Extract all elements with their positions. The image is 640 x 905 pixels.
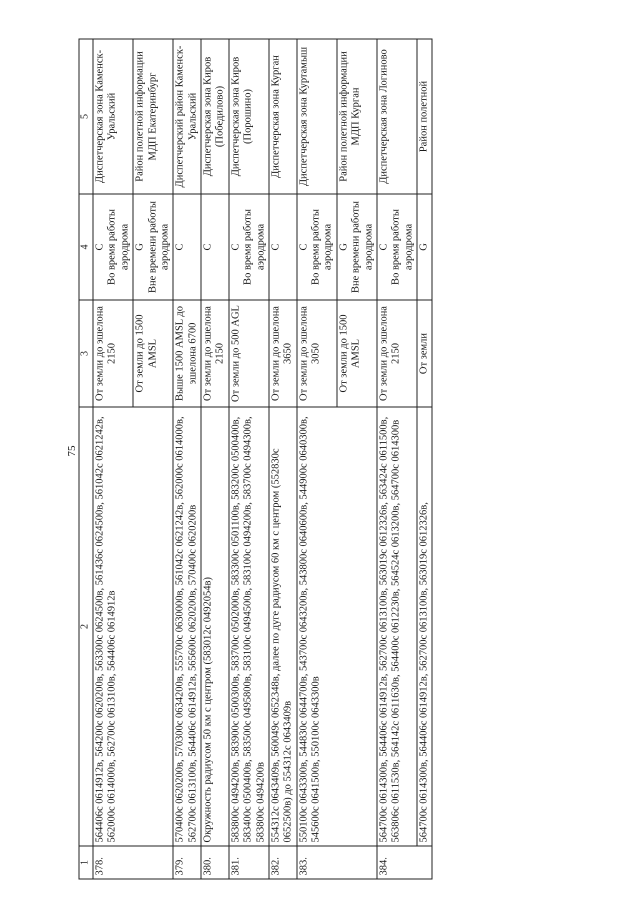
unit-cell: Диспетчерская зона Логиново [376, 39, 416, 194]
class-hours-cell [296, 194, 336, 300]
airspace-class: С [269, 243, 281, 251]
class-hours-cell [228, 194, 268, 300]
unit-cell: Диспетчерская зона Киров (Порошино) [228, 39, 268, 194]
operating-hours: Вне времени работы аэродрома [350, 200, 374, 293]
coordinates-cell: 570400с 0620200в, 570300с 0634200в, 555700с 0630000в, 561042с 0621242в, 562000с 0614000в, 562700с 0613100в, 564406с 0614912в, 565600с 0620200в, 570400с 0620200в [173, 407, 201, 846]
table-subrow [417, 39, 432, 879]
unit-cell: Район полетной информации МДП Курган [336, 39, 376, 194]
col-header-4: 4 [79, 194, 93, 300]
class-hours-cell [93, 194, 133, 300]
operating-hours: Во время работы аэродрома [310, 208, 334, 285]
table-row [93, 39, 133, 879]
class-hours-cell [173, 194, 201, 300]
col-header-2: 2 [79, 407, 93, 846]
class-hours-cell [268, 194, 296, 300]
coordinates-cell: 550100с 0643300в, 544830с 0644700в, 543700с 0643200в, 543800с 0640600в, 544900с 0640300в, 545600с 0641500в, 550100с 0643300в [296, 407, 376, 846]
unit-cell: Район полетной информации МДП Екатеринбург [133, 39, 173, 194]
airspace-class: G [337, 242, 349, 251]
coordinates-cell: Окружность радиусом 50 км с центром (583012с 0492054в) [201, 407, 229, 846]
coordinates-cell: 564700с 0614300в, 564406с 0614912в, 562700с 0613100в, 563019с 0612326в, 563424с 0611500в, 563806с 0611530в, 564142с 0611630в, 564400с 0612230в, 564524с 0613200в, 564700с 0614300в [376, 407, 416, 846]
height-cell: От земли до 1500 AMSL [336, 300, 376, 407]
row-number: 380. [201, 846, 229, 879]
height-cell: От земли [417, 300, 432, 407]
airspace-class: С [202, 243, 213, 251]
height-cell: Выше 1500 AMSL до эшелона 6700 [173, 300, 201, 407]
class-hours-cell [133, 194, 173, 300]
height-cell: От земли до эшелона 2150 [376, 300, 416, 407]
airspace-class: С [94, 243, 105, 251]
header-row [79, 39, 93, 879]
airspace-class: С [297, 243, 309, 251]
table-row [173, 39, 201, 879]
height-cell: От земли до эшелона 2150 [93, 300, 133, 407]
airspace-class: G [418, 242, 429, 251]
page-number: 75 [66, 445, 78, 457]
class-hours-cell [417, 194, 432, 300]
height-cell: От земли до эшелона 3650 [268, 300, 296, 407]
operating-hours: Во время работы аэродрома [390, 208, 414, 285]
row-number: 382. [268, 846, 296, 879]
unit-cell: Диспетчерский район Каменск-Уральский [173, 39, 201, 194]
row-number: 379. [173, 846, 201, 879]
row-number: 384. [376, 846, 432, 879]
airspace-class: G [134, 242, 146, 251]
table-row [228, 39, 268, 879]
col-header-1: 1 [79, 846, 93, 879]
row-number: 381. [228, 846, 268, 879]
airspace-class: С [377, 243, 389, 251]
coordinates-cell: 564700с 0614300в, 564406с 0614912в, 562700с 0613100в, 563019с 0612326в, [417, 407, 432, 846]
height-cell: От земли до 500 AGL [228, 300, 268, 407]
col-header-5: 5 [79, 39, 93, 194]
coordinates-cell: 554312с 0643409в, 560049с 0652348в, далее по дуге радиусом 60 км с центром (552830с 0652500в) до 554312с 0643409в [268, 407, 296, 846]
coordinates-cell: 564406с 0614912в, 564200с 0620200в, 563300с 0624500в, 561436с 0624500в, 561042с 0621242в, 562000с 0614000в, 562700с 0613100в, 564406с 0614912в [93, 407, 173, 846]
rotated-table-container [78, 38, 526, 879]
airspace-class: С [174, 243, 186, 251]
class-hours-cell [376, 194, 416, 300]
coordinates-cell: 583800с 0494200в, 583900с 0500300в, 583700с 0502000в, 583300с 0501100в, 583200с 0500400в, 583400с 0500400в, 583500с 0495800в, 583100с 0494500в, 583100с 0494200в, 583700с 0494300в, 583800с 0494200в [228, 407, 268, 846]
operating-hours: Во время работы аэродрома [106, 208, 130, 285]
operating-hours: Вне времени работы аэродрома [146, 200, 170, 293]
operating-hours: Во время работы аэродрома [242, 208, 266, 285]
airspace-table [78, 38, 432, 879]
row-number: 383. [296, 846, 376, 879]
unit-cell: Диспетчерская зона Киров (Победилово) [201, 39, 229, 194]
unit-cell: Район полетной [417, 39, 432, 194]
row-number: 378. [93, 846, 173, 879]
unit-cell: Диспетчерская зона Каменск-Уральский [93, 39, 133, 194]
class-hours-cell [201, 194, 229, 300]
height-cell: От земли до эшелона 2150 [201, 300, 229, 407]
unit-cell: Диспетчерская зона Курган [268, 39, 296, 194]
col-header-3: 3 [79, 300, 93, 407]
unit-cell: Диспетчерская зона Куртамыш [296, 39, 336, 194]
table-row [268, 39, 296, 879]
table-row [376, 39, 416, 879]
height-cell: От земли до эшелона 3050 [296, 300, 336, 407]
airspace-class: С [229, 243, 241, 251]
height-cell: От земли до 1500 AMSL [133, 300, 173, 407]
table-row [296, 39, 336, 879]
class-hours-cell [336, 194, 376, 300]
table-row [201, 39, 229, 879]
